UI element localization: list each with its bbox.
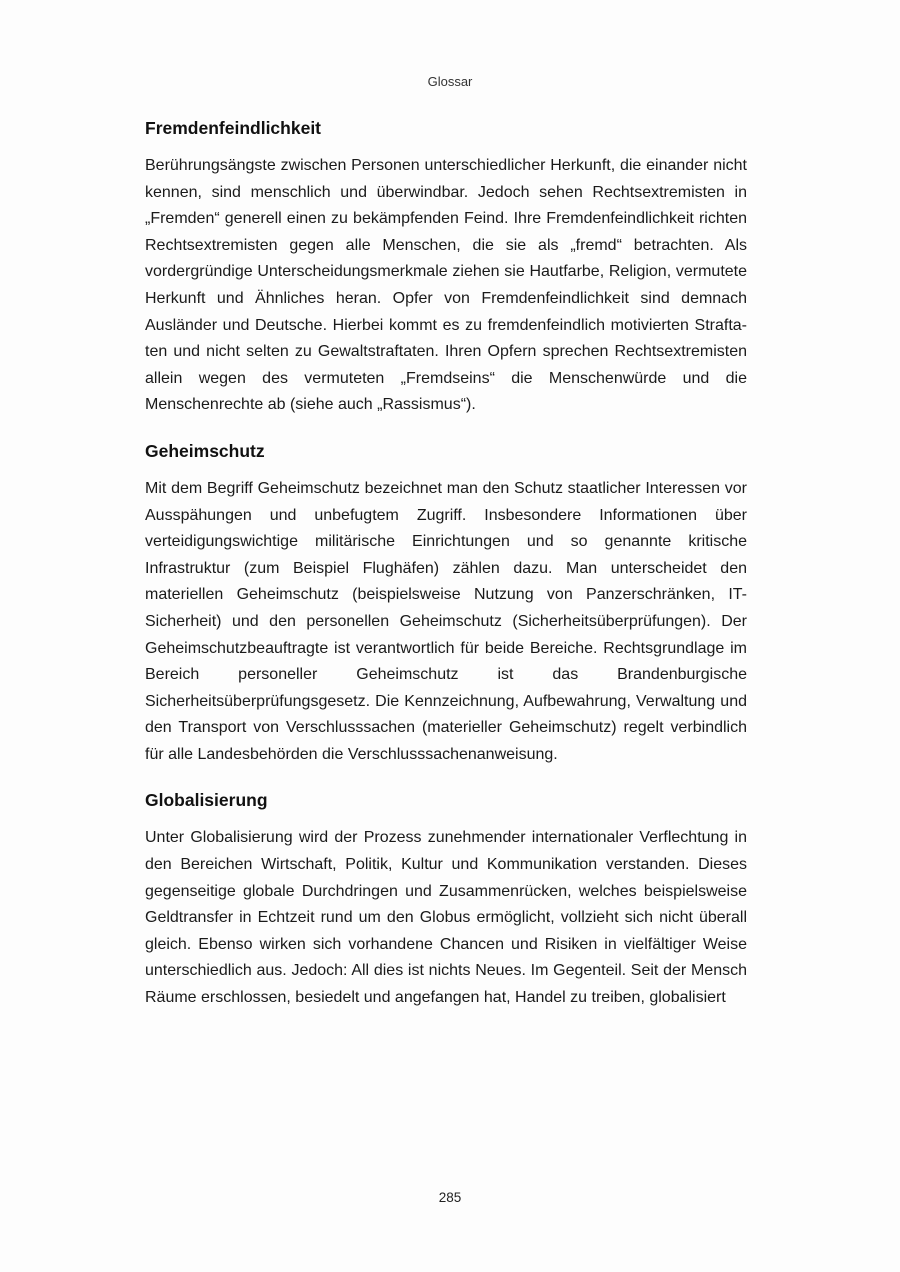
entry-title: Globalisierung bbox=[145, 790, 268, 811]
glossary-entry-fremdenfeindlichkeit bbox=[145, 118, 747, 419]
entry-title: Geheimschutz bbox=[145, 440, 265, 461]
entry-text: Mit dem Begriff Geheimschutz bezeichnet man den Schutz staatlicher Interessen vor Ausspähungen und unbefugtem Zugriff. Insbesondere Informationen über verteidigungswichtige militärische Einrichtungen und so genannte kritische Infrastruktur (zum Beispiel Flughäfen) zählen dazu. Man unterscheidet den materiellen Geheimschutz (beispielsweise Nutzung von Panzerschränken, IT-Sicherheit) und den personellen Geheimschutz (Sicherheitsüberprüfungen). Der Geheimschutzbeauftragte ist verantwortlich für beide Bereiche. Rechtsgrundlage im Bereich personeller Geheimschutz ist das Brandenburgische Sicherheitsüberprüfungsgesetz. Die Kennzeichnung, Aufbewahrung, Verwaltung und den Transport von Verschlusssachen (materieller Geheimschutz) regelt verbindlich für alle Landesbehörden die Verschlusssachenanweisung. bbox=[145, 479, 747, 763]
glossary-entry-geheimschutz bbox=[145, 441, 747, 769]
entry-title: Fremdenfeindlichkeit bbox=[145, 118, 322, 138]
glossary-content bbox=[145, 118, 747, 1012]
entry-text: Berührungsängste zwischen Personen unterschiedlicher Herkunft, die einander nicht kennen, sind menschlich und überwindbar. Jedoch sehen Rechtsextremisten in „Fremden“ generell einen zu bekämpfenden Feind. Ihre Fremdenfeindlichkeit richten Rechtsextremisten gegen alle Menschen, die sie als „fremd“ betrachten. Als vordergründige Unterscheidungsmerkmale ziehen sie Hautfarbe, Religion, vermutete Herkunft und Ähnliches heran. Opfer von Fremdenfeindlichkeit sind demnach Ausländer und Deutsche. Hierbei kommt es zu fremdenfeindlich motivierten Straftaten und nicht selten zu Gewaltstraftaten. Ihren Opfern sprechen Rechtsextremisten allein wegen des vermuteten „Fremdseins“ die Menschenwürde und die Menschenrechte ab (siehe auch „Rassismus“). bbox=[145, 157, 747, 414]
glossary-entry-globalisierung bbox=[145, 790, 747, 1011]
running-head: Glossar bbox=[427, 74, 473, 89]
page-number: 285 bbox=[438, 1190, 462, 1205]
entry-text: Unter Globalisierung wird der Prozess zunehmender internationaler Verflechtung in den Bereichen Wirtschaft, Politik, Kultur und Kommunikation verstanden. Dieses gegenseitige globale Durchdringen und Zusammenrücken, welches beispielsweise Geldtransfer in Echtzeit rund um den Globus ermöglicht, vollzieht sich nicht überall gleich. Ebenso wirken sich vorhandene Chancen und Risiken in vielfältiger Weise unterschiedlich aus. Jedoch: All dies ist nichts Neues. Im Gegenteil. Seit der Mensch Räume erschlossen, besiedelt und angefangen hat, Handel zu treiben, globalisiert bbox=[145, 829, 747, 1007]
